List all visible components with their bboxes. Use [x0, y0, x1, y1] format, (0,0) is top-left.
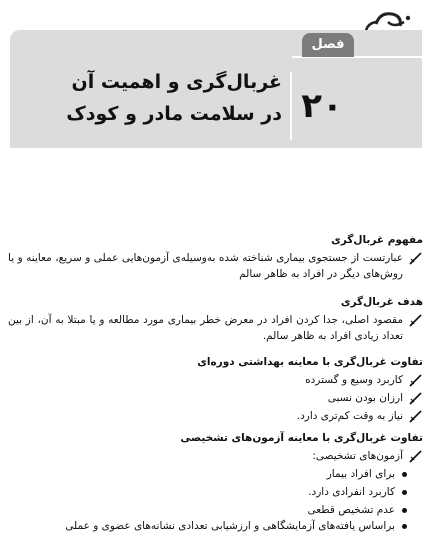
pencil-check-icon	[409, 313, 423, 327]
bullet-icon	[402, 524, 407, 529]
bullet-item: برای افراد بیمار	[326, 468, 395, 480]
chapter-title-line-2: در سلامت مادر و کودک	[66, 103, 282, 125]
pencil-check-icon	[409, 409, 423, 423]
chapter-title-line-1: غربال‌گری و اهمیت آن	[71, 71, 282, 93]
diagnostic-tests-item	[8, 448, 423, 466]
pencil-check-icon	[409, 449, 423, 463]
list-item	[8, 408, 423, 426]
bullet-icon	[402, 508, 407, 513]
section-heading-periodic-exam-difference: تفاوت غربال‌گری با معاینه بهداشتی دوره‌ای	[197, 356, 423, 368]
pencil-check-icon	[409, 373, 423, 387]
bullet-item: عدم تشخیص قطعی	[307, 504, 395, 516]
section-heading-screening-concept: مفهوم غربال‌گری	[331, 234, 423, 246]
list-item	[8, 390, 423, 408]
bullet-item: براساس یافته‌های آزمایشگاهی و ارزشیابی تعدادی نشانه‌های عضوی و عملی	[65, 520, 395, 532]
bullet-icon	[402, 472, 407, 477]
chapter-tab: فصل	[302, 33, 354, 57]
definition-item	[8, 250, 423, 284]
list-item-text: نیاز به وقت کم‌تری دارد.	[296, 410, 403, 422]
list-item	[8, 372, 423, 390]
chapter-number: ۲۰	[301, 86, 343, 126]
list-item-text: ارزان بودن نسبی	[327, 392, 403, 404]
goal-item	[8, 312, 423, 346]
list-item-text: کاربرد وسیع و گسترده	[305, 374, 403, 386]
goal-text: مقصود اصلی، جدا کردن افراد در معرض خطر بیماری مورد مطالعه و یا مبتلا به آن، از بین تعداد زیادی افراد به ظاهر سالم.	[8, 314, 403, 342]
pencil-check-icon	[409, 251, 423, 265]
chapter-header-band	[10, 30, 422, 148]
bullet-item: کاربرد انفرادی دارد.	[308, 486, 395, 498]
definition-text: عبارتست از جستجوی بیماری شناخته شده به‌وسیله‌ی آزمون‌هایی عملی و سریع، معاینه و یا روش‌های دیگر در افراد به ظاهر سالم	[8, 252, 403, 280]
chapter-title	[28, 66, 282, 136]
diagnostic-tests-label: آزمون‌های تشخیصی:	[312, 450, 403, 462]
pencil-check-icon	[409, 391, 423, 405]
section-heading-screening-goal: هدف غربال‌گری	[340, 296, 423, 308]
section-heading-diagnostic-test-difference: تفاوت غربال‌گری با معاینه آزمون‌های تشخیصی	[180, 432, 423, 444]
bullet-icon	[402, 490, 407, 495]
